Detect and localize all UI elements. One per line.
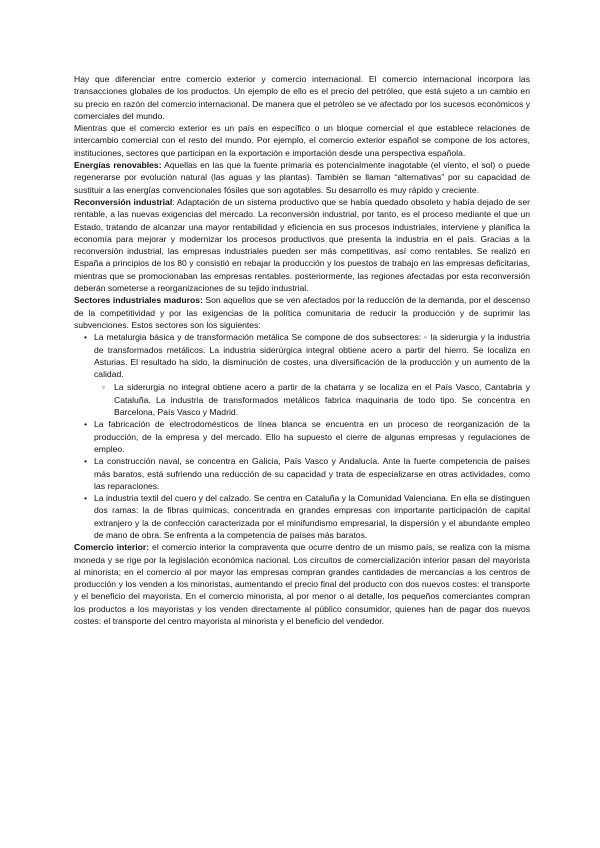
definition-energias: Aquellas en las que la fuente primaria es potencialmente inagotable (el viento, el sol) o puede regenerarse por evolución natural (las aguas y las plantas). También se llaman “alternativas” por su capacidad de sustituir a las energías convencionales fósiles que son agotables. Su desarrollo es muy rápido y creciente. (74, 160, 530, 195)
sub-bullet-icon: ◦ (102, 382, 106, 393)
section-comercio-interior (74, 541, 530, 627)
list-item (78, 331, 530, 418)
list-item (78, 492, 530, 541)
definition-comercio-interior: el comercio interior la compraventa que ocurre dentro de un mismo país, se realiza con la misma moneda y se rige por la legislación económica nacional. Los circuitos de comercialización interior pasan del mayorista al minorista; en el comercio al por mayor las empresas compran grandes cantidades de mercancías a los centros de producción y los venden a los minoristas, aumentando el precio final del producto con dos nuevos costes: el transporte y el beneficio del mayorista. En el comercio minorista, al por menor o al detalle, los pequeños comerciantes compran los productos a los mayoristas y los venden directamente al público consumidor, quienes han de pagar dos nuevos costes: el transporte del centro mayorista al minorista y el beneficio del vendedor. (74, 542, 530, 627)
section-sectores-maduros (74, 294, 530, 331)
list-item-text: La construcción naval, se concentra en Galicia, País Vasco y Andalucía. Ante la fuerte competencia de países más baratos, está sufriendo una reducción de su capacidad y trata de especializarse en otras actividades, como las reparaciones. (94, 456, 530, 491)
document-page (74, 73, 530, 627)
section-energias-renovables (74, 159, 530, 196)
list-item-text: La industria textil del cuero y del calzado. Se centra en Cataluña y la Comunidad Valenciana. En ella se distinguen dos ramas: la de fibras químicas, concentrada en grandes empresas con importante participación de capital extranjero y la de confección caracterizada por el minifundismo empresarial, la dispersión y el abundante empleo de mano de obra. Se enfrenta a la competencia de países más baratos. (94, 493, 530, 540)
list-item-text: La fabricación de electrodomésticos de línea blanca se encuentra en un proceso de reorganización de la producción, de la empresa y del mercado. Ello ha supuesto el cierre de algunas empresas y regulaciones de empleo. (94, 419, 530, 454)
term-reconversion: Reconversión industrial (74, 196, 173, 207)
term-comercio-interior: Comercio interior: (74, 542, 150, 553)
term-sectores: Sectores industriales maduros: (74, 295, 203, 306)
sub-list-item-text: La siderurgia no integral obtiene acero a partir de la chatarra y se localiza en el País Vasco, Cantabria y Cataluña. La industria de transformados metálicos fabrica maquinaria de todo tipo. Se concentra en Barcelona, País Vasco y Madrid. (114, 382, 530, 418)
paragraph-intro: Hay que diferenciar entre comercio exterior y comercio internacional. El comercio internacional incorpora las transacciones globales de los productos. Un ejemplo de ello es el precio del petróleo, que está sujeto a un cambio en su precio en razón del comercio internacional. De manera que el petróleo se ve afectado por los sucesos económicos y comerciales del mundo. (74, 74, 530, 121)
definition-reconversion: : Adaptación de un sistema productivo que se había quedado obsoleto y había dejado de ser rentable, a las nuevas exigencias del mercado. La reconversión industrial, por tanto, es el proceso mediante el que un Estado, tratando de alcanzar una mayor rentabilidad y eficiencia en sus procesos industriales, interviene y planifica la economía para mejorar y modernizar los procesos productivos que presenta la industria en el país. Gracias a la reconversión industrial, las empresas industriales pueden ser más competitivas, así como rentables. Se realizó en España a principios de los 80 y consistió en rebajar la producción y los puestos de trabajo en las empresas deficitarias, mientras que se promocionaban las empresas rentables. posteriormente, las regiones afectadas por esta reconversión deberán someterse a reorganizaciones de su tejido industrial. (74, 196, 530, 294)
list-item (78, 455, 530, 492)
sectores-list (74, 331, 530, 541)
list-item (78, 418, 530, 455)
sub-list-item (94, 381, 530, 418)
section-reconversion (74, 196, 530, 294)
paragraph-comercio-exterior: Mientras que el comercio exterior es un país en específico o un bloque comercial el que establece relaciones de intercambio comercial con el resto del mundo. Por ejemplo, el comercio exterior español se compone de los actores, instituciones, sectores que participan en la exportación e importación desde una perspectiva española. (74, 123, 530, 158)
list-item-text: La metalurgia básica y de transformación metálica Se compone de dos subsectores: ◦ la siderurgia y la industria de transformados metálicos. La industria siderúrgica integral obtiene acero a partir del hierro. Se localiza en Asturias. El resultado ha sido, la disminución de costes, una diversificación de la producción y un aumento de la calidad. (94, 332, 530, 380)
definition-sectores: Son aquellos que se ven afectados por la reducción de la demanda, por el descenso de la competitividad y por las exigencias de la política comunitaria de reducir la producción y de suprimir las subvenciones. Estos sectores son los siguientes: (74, 295, 530, 330)
term-energias: Energías renovables: (74, 160, 162, 171)
